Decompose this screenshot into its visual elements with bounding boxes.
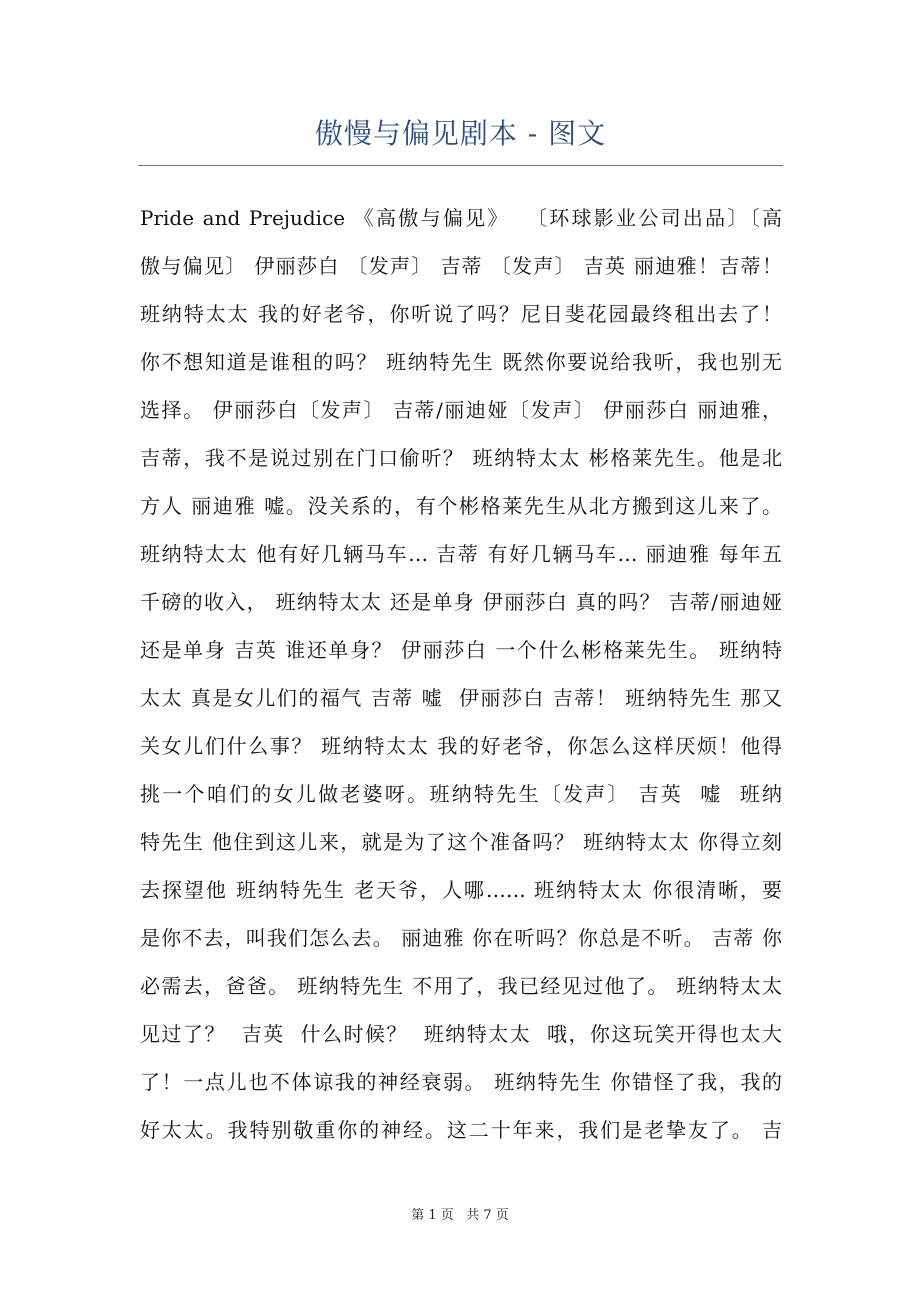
body-line: 你不想知道是谁租的吗？ 班纳特先生 既然你要说给我听，我也别无 <box>140 350 782 374</box>
body-line: 选择。 伊丽莎白〔发声〕 吉蒂/丽迪娅〔发声〕 伊丽莎白 丽迪雅， <box>140 398 782 422</box>
body-line: 去探望他 班纳特先生 老天爷，人哪…… 班纳特太太 你很清晰，要 <box>140 878 782 902</box>
page-number: 第 1 页 共 7 页 <box>411 1208 509 1223</box>
body-line: 班纳特太太 他有好几辆马车… 吉蒂 有好几辆马车… 丽迪雅 每年五 <box>140 542 782 566</box>
page-title: 傲慢与偏见剧本 - 图文 <box>314 117 607 150</box>
body-line: 还是单身 吉英 谁还单身？ 伊丽莎白 一个什么彬格莱先生。 班纳特 <box>140 638 782 662</box>
body-line: 了！一点儿也不体谅我的神经衰弱。 班纳特先生 你错怪了我，我的 <box>140 1070 782 1094</box>
body-line: 必需去，爸爸。 班纳特先生 不用了，我已经见过他了。 班纳特太太 <box>140 974 782 998</box>
body-line: 是你不去，叫我们怎么去。 丽迪雅 你在听吗？你总是不听。 吉蒂 你 <box>140 926 782 950</box>
body-line: 吉蒂，我不是说过别在门口偷听？ 班纳特太太 彬格莱先生。他是北 <box>140 446 782 470</box>
title-divider <box>138 165 783 166</box>
body-text <box>140 194 782 1154</box>
body-line: 关女儿们什么事？ 班纳特太太 我的好老爷，你怎么这样厌烦！他得 <box>140 734 782 758</box>
body-line: 挑一个咱们的女儿做老婆呀。班纳特先生〔发声〕 吉英 嘘 班纳 <box>140 782 782 806</box>
body-line: 特先生 他住到这儿来，就是为了这个准备吗？ 班纳特太太 你得立刻 <box>140 830 782 854</box>
body-line: 方人 丽迪雅 嘘。没关系的，有个彬格莱先生从北方搬到这儿来了。 <box>140 494 782 518</box>
body-line: 傲与偏见〕 伊丽莎白 〔发声〕 吉蒂 〔发声〕 吉英 丽迪雅！吉蒂！ <box>140 254 782 278</box>
page-footer <box>0 1206 920 1226</box>
body-line: 太太 真是女儿们的福气 吉蒂 嘘 伊丽莎白 吉蒂！ 班纳特先生 那又 <box>140 686 782 710</box>
body-line: 见过了？ 吉英 什么时候？ 班纳特太太 哦，你这玩笑开得也太大 <box>140 1022 782 1046</box>
body-line: Pride and Prejudice 《高傲与偏见》 〔环球影业公司出品〕〔高 <box>140 206 782 230</box>
body-line: 好太太。我特别敬重你的神经。这二十年来，我们是老挚友了。 吉 <box>140 1118 782 1142</box>
body-line: 班纳特太太 我的好老爷，你听说了吗？尼日斐花园最终租出去了！ <box>140 302 782 326</box>
body-line: 千磅的收入， 班纳特太太 还是单身 伊丽莎白 真的吗？ 吉蒂/丽迪娅 <box>140 590 782 614</box>
